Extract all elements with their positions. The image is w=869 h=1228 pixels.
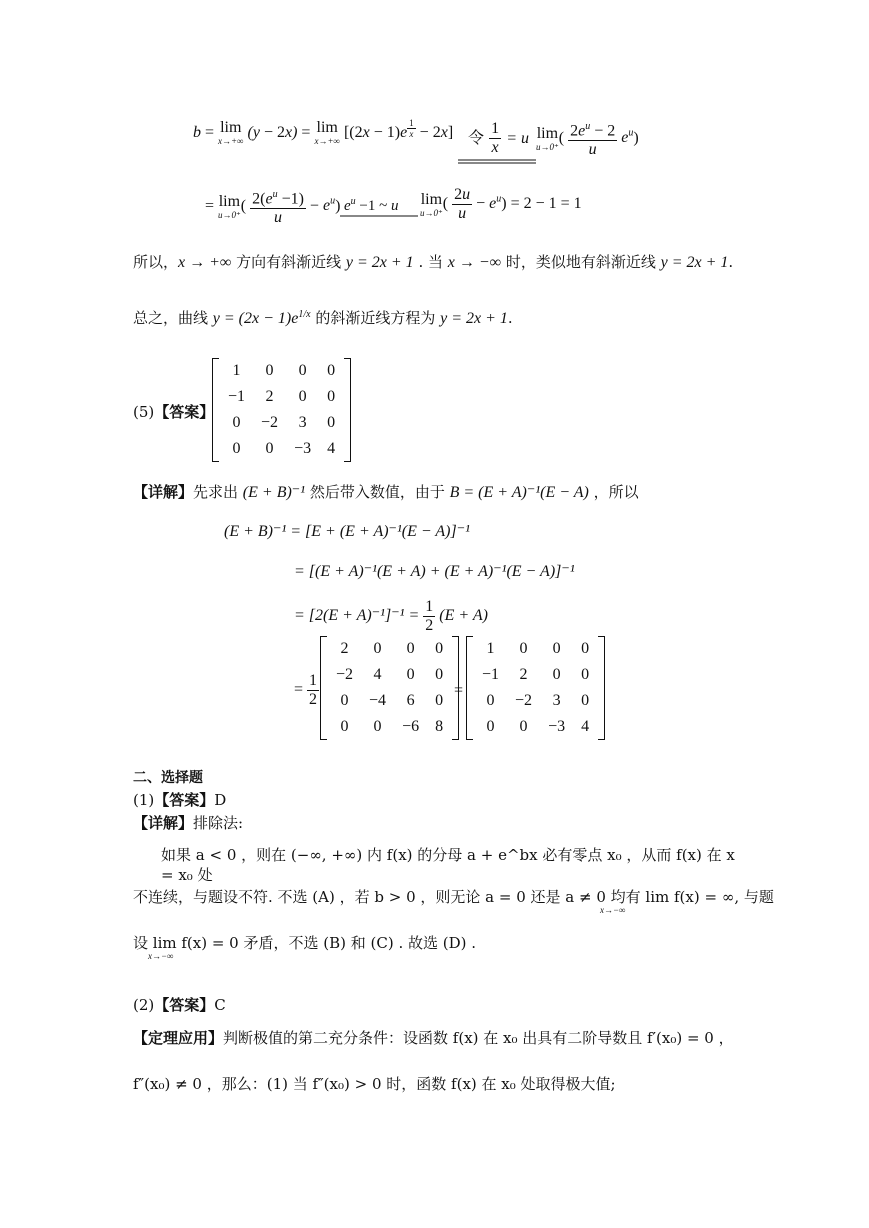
q5-matrix-cell: 0 xyxy=(265,362,274,379)
right-matrix-row xyxy=(474,662,597,688)
equation-b-line1: b = lim x→+∞ (y − 2x) = lim x→+∞ [(2x − 1)e $^{\frac{1}{x}}$ − 2x] xyxy=(193,118,454,147)
right-matrix-cell: 0 xyxy=(552,666,561,683)
q5-matrix-row xyxy=(220,436,343,462)
q5-matrix-cell: 1 xyxy=(232,362,241,379)
q1-p2-lim-sub: x→−∞ xyxy=(600,905,626,915)
right-matrix-cell: 4 xyxy=(581,718,590,735)
q5-matrix-row xyxy=(220,358,343,384)
left-matrix-cell: 0 xyxy=(373,718,382,735)
right-matrix-cell: 0 xyxy=(581,666,590,683)
right-matrix-cell: −1 xyxy=(482,666,500,683)
q2-answer: (2)【答案】C xyxy=(133,996,226,1014)
right-matrix-cell: 2 xyxy=(519,666,528,683)
q1-paragraph-3: 设 lim f(x) = 0 矛盾，不选 (B) 和 (C) . 故选 (D) . xyxy=(133,934,477,952)
right-matrix-cell: 3 xyxy=(552,692,561,709)
q5-matrix-cell: 0 xyxy=(327,362,336,379)
left-matrix-cell: 0 xyxy=(340,692,349,709)
detail5-step3: = [2(E + A)⁻¹]⁻¹ = $\frac{1}{2}$ (E + A) xyxy=(294,598,488,634)
q5-matrix-cell: 0 xyxy=(265,440,274,457)
left-matrix-cell: −4 xyxy=(369,692,387,709)
left-matrix-cell: −6 xyxy=(402,718,420,735)
right-matrix-cell: 0 xyxy=(519,640,528,657)
q5-matrix-cell: 3 xyxy=(298,414,307,431)
q5-matrix-cell: 0 xyxy=(232,440,241,457)
section-title: 二、选择题 xyxy=(133,770,203,786)
q1-p3-lim-sub: x→−∞ xyxy=(148,951,174,961)
right-matrix-cell: 0 xyxy=(581,640,590,657)
right-matrix-cell: 0 xyxy=(486,718,495,735)
q5-answer-matrix xyxy=(212,358,351,462)
left-matrix-cell: 0 xyxy=(373,640,382,657)
q5-matrix-cell: 4 xyxy=(327,440,336,457)
left-matrix-cell: 0 xyxy=(435,640,444,657)
left-matrix-cell: 2 xyxy=(340,640,349,657)
detail5-intro: 【详解】先求出 (E + B)⁻¹ 然后带入数值，由于 B = (E + A)⁻¹(E − A) ，所以 xyxy=(133,483,639,501)
detail5-step2: = [(E + A)⁻¹(E + A) + (E + A)⁻¹(E − A)]⁻¹ xyxy=(294,563,575,580)
equation-b-line2: = lim u→0⁺ ( $\frac{2(e^u -1)}{u}$ − $e^u$) xyxy=(205,186,340,227)
detail5-matrix-right xyxy=(466,636,605,740)
right-matrix-cell: −3 xyxy=(548,718,566,735)
q5-answer-label: (5)【答案】 xyxy=(133,403,215,421)
right-matrix-cell: 0 xyxy=(519,718,528,735)
q1-answer: (1)【答案】D xyxy=(133,791,227,809)
equation-b-line2-rhs: lim u→0⁺ ( $\frac{2u}{u}$ − $e^u) = 2 - 1 = 1$ xyxy=(420,186,582,222)
right-matrix-cell: 1 xyxy=(486,640,495,657)
q5-matrix-cell: 0 xyxy=(232,414,241,431)
q5-matrix-row xyxy=(220,384,343,410)
right-matrix-row xyxy=(474,714,597,740)
q5-matrix-cell: 0 xyxy=(327,414,336,431)
right-matrix-row xyxy=(474,688,597,714)
equivalence-label: $e^u -1$ ~ u xyxy=(344,196,399,214)
detail5-step1: (E + B)⁻¹ = [E + (E + A)⁻¹(E − A)]⁻¹ xyxy=(224,523,470,540)
equation-b-line1-rhs: lim u→0⁺ ( $\frac{2e^u - 2}{u}$ $e^u$) xyxy=(536,118,639,159)
q5-matrix-cell: 2 xyxy=(265,388,274,405)
q1-paragraph-1: 如果 a < 0 ，则在 (−∞, +∞) 内 f(x) 的分母 a + e^bx 必有零点 x₀ ，从而 f(x) 在 x = x₀ 处 xyxy=(161,846,735,884)
q5-matrix-cell: 0 xyxy=(327,388,336,405)
q1-detail: 【详解】排除法: xyxy=(133,814,244,832)
q5-matrix-cell: −3 xyxy=(294,440,312,457)
detail5-step4-prefix: = $\frac{1}{2}$ xyxy=(294,672,318,708)
conclusion-line-2: 总之，曲线 $y = (2x - 1)e^{1/x}$ 的斜渐近线方程为 y = 2x + 1. xyxy=(133,309,513,327)
left-matrix-cell: 6 xyxy=(406,692,415,709)
right-matrix-cell: 0 xyxy=(581,692,590,709)
left-matrix-cell: −2 xyxy=(336,666,354,683)
q5-matrix-cell: −1 xyxy=(228,388,246,405)
left-matrix-cell: 8 xyxy=(435,718,444,735)
q2-theorem: 【定理应用】判断极值的第二充分条件：设函数 f(x) 在 x₀ 出具有二阶导数且 f′(x₀) = 0 ， xyxy=(133,1029,734,1047)
conclusion-line-1: 所以，x → +∞ 方向有斜渐近线 y = 2x + 1 . 当 x → −∞ 时，类似地有斜渐近线 y = 2x + 1. xyxy=(133,253,734,271)
detail5-equals: = xyxy=(454,682,464,699)
right-matrix-cell: −2 xyxy=(515,692,533,709)
detail5-matrix-left xyxy=(320,636,459,740)
q1-paragraph-2: 不连续，与题设不符. 不选 (A) ，若 b > 0 ，则无论 a = 0 还是 a ≠ 0 均有 lim f(x) = ∞, 与题 xyxy=(133,888,774,906)
q5-matrix-cell: 0 xyxy=(298,388,307,405)
left-matrix-row xyxy=(328,714,451,740)
right-matrix-row xyxy=(474,636,597,662)
left-matrix-row xyxy=(328,662,451,688)
right-matrix-cell: 0 xyxy=(552,640,561,657)
left-matrix-row xyxy=(328,688,451,714)
q2-theorem-cont: f″(x₀) ≠ 0 ，那么：(1) 当 f″(x₀) > 0 时，函数 f(x) 在 x₀ 处取得极大值; xyxy=(133,1075,616,1093)
left-matrix-cell: 0 xyxy=(406,640,415,657)
left-matrix-cell: 0 xyxy=(435,692,444,709)
q5-matrix-cell: 0 xyxy=(298,362,307,379)
left-matrix-cell: 0 xyxy=(406,666,415,683)
right-matrix-cell: 0 xyxy=(486,692,495,709)
left-matrix-cell: 4 xyxy=(373,666,382,683)
q5-matrix-cell: −2 xyxy=(261,414,279,431)
q5-matrix-row xyxy=(220,410,343,436)
left-matrix-cell: 0 xyxy=(435,666,444,683)
left-matrix-row xyxy=(328,636,451,662)
left-matrix-cell: 0 xyxy=(340,718,349,735)
let-substitution: 令 $\frac{1}{x}$ = u xyxy=(468,120,529,156)
